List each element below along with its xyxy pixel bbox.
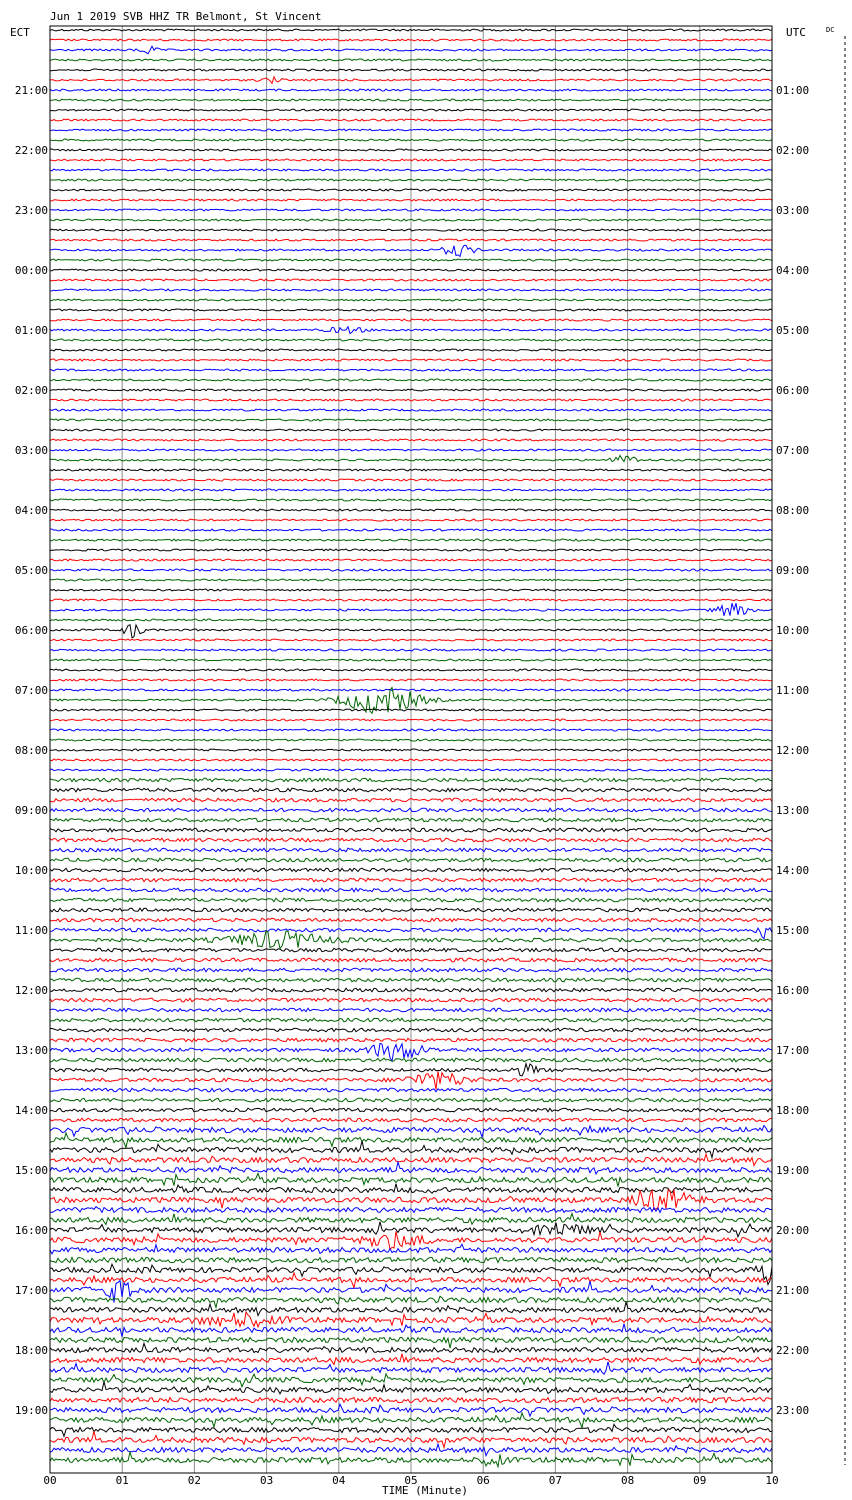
x-tick-label: 06 — [476, 1474, 490, 1487]
right-time-labels — [776, 84, 809, 1417]
x-tick-label: 03 — [259, 1474, 274, 1487]
left-time-label: 14:00 — [14, 1104, 48, 1117]
right-time-label: 01:00 — [776, 84, 810, 97]
left-time-label: 07:00 — [14, 684, 48, 697]
left-time-label: 22:00 — [14, 144, 48, 157]
left-time-label: 09:00 — [14, 804, 48, 817]
left-time-label: 11:00 — [14, 924, 48, 937]
left-time-label: 04:00 — [14, 504, 48, 517]
x-tick-label: 02 — [187, 1474, 202, 1487]
left-time-label: 02:00 — [14, 384, 48, 397]
left-time-label: 15:00 — [14, 1164, 48, 1177]
right-timezone-label: UTC — [786, 26, 806, 39]
left-time-label: 13:00 — [14, 1044, 48, 1057]
x-tick-label: 08 — [620, 1474, 635, 1487]
right-time-label: 07:00 — [776, 444, 810, 457]
left-time-labels — [15, 84, 48, 1417]
right-time-label: 08:00 — [776, 504, 810, 517]
right-time-label: 02:00 — [776, 144, 810, 157]
right-time-label: 21:00 — [776, 1284, 810, 1297]
right-time-label: 14:00 — [776, 864, 810, 877]
right-time-label: 12:00 — [776, 744, 810, 757]
right-time-label: 17:00 — [776, 1044, 810, 1057]
left-time-label: 01:00 — [14, 324, 48, 337]
left-time-label: 19:00 — [14, 1404, 48, 1417]
x-tick-label: 10 — [765, 1474, 779, 1487]
chart-title: Jun 1 2019 SVB HHZ TR Belmont, St Vincent — [50, 10, 322, 23]
trace-line — [50, 319, 772, 321]
x-tick-label: 07 — [548, 1474, 563, 1487]
x-axis-label: TIME (Minute) — [381, 1484, 469, 1497]
right-time-label: 15:00 — [776, 924, 810, 937]
x-tick-label: 04 — [332, 1474, 346, 1487]
left-timezone-label: ECT — [10, 26, 30, 39]
right-time-label: 05:00 — [776, 324, 810, 337]
left-time-label: 03:00 — [14, 444, 48, 457]
x-tick-label: 01 — [115, 1474, 129, 1487]
right-time-label: 23:00 — [776, 1404, 810, 1417]
right-time-label: 04:00 — [776, 264, 810, 277]
left-time-label: 06:00 — [14, 624, 48, 637]
right-time-label: 22:00 — [776, 1344, 810, 1357]
right-time-label: 09:00 — [776, 564, 810, 577]
right-time-label: 06:00 — [776, 384, 810, 397]
left-time-label: 05:00 — [14, 564, 48, 577]
right-time-label: 16:00 — [776, 984, 810, 997]
left-time-label: 17:00 — [14, 1284, 48, 1297]
x-tick-label: 05 — [404, 1474, 418, 1487]
left-time-label: 23:00 — [14, 204, 48, 217]
right-time-label: 13:00 — [776, 804, 810, 817]
left-time-label: 10:00 — [14, 864, 48, 877]
right-time-label: 11:00 — [776, 684, 810, 697]
right-time-label: 03:00 — [776, 204, 810, 217]
right-time-label: 18:00 — [776, 1104, 810, 1117]
right-time-label: 10:00 — [776, 624, 810, 637]
left-time-label: 08:00 — [14, 744, 48, 757]
dc-label: DC — [826, 26, 835, 34]
left-time-label: 12:00 — [14, 984, 48, 997]
right-time-label: 20:00 — [776, 1224, 810, 1237]
left-time-label: 00:00 — [14, 264, 48, 277]
left-time-label: 16:00 — [14, 1224, 48, 1237]
x-tick-label: 09 — [693, 1474, 707, 1487]
left-time-label: 18:00 — [14, 1344, 48, 1357]
left-time-label: 21:00 — [14, 84, 48, 97]
x-tick-label: 00 — [43, 1474, 57, 1487]
right-time-label: 19:00 — [776, 1164, 810, 1177]
